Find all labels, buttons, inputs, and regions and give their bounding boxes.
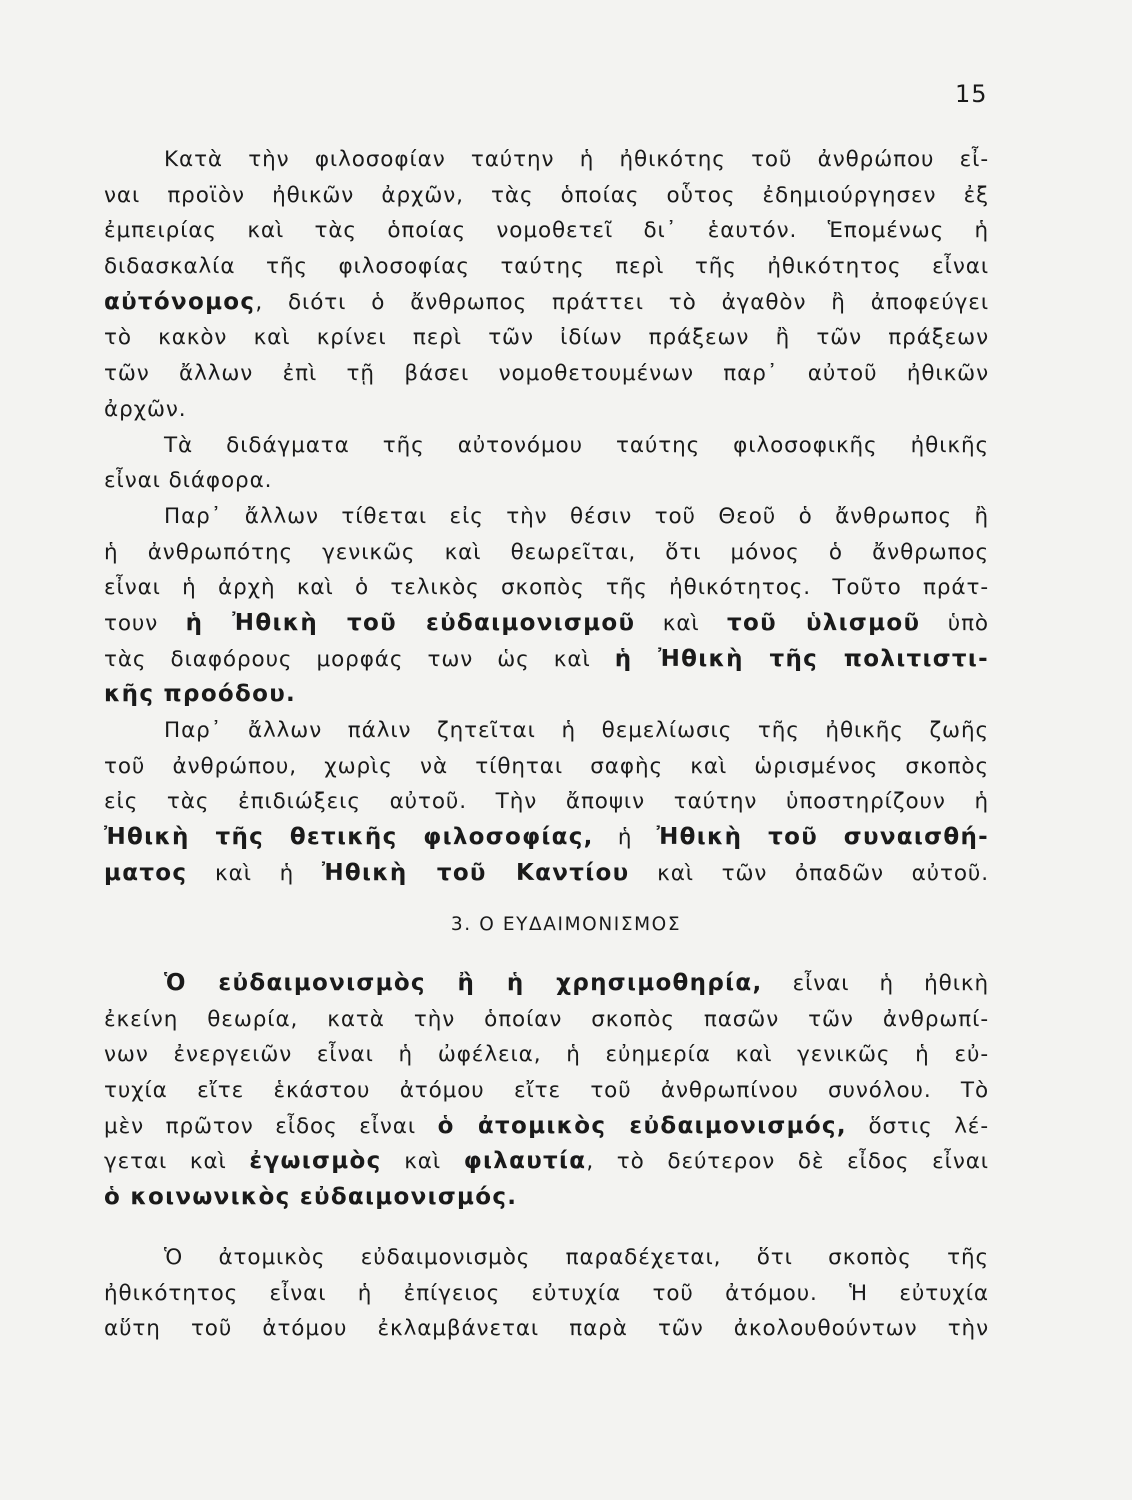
text-line: [104, 677, 989, 713]
text-line: Παρ᾽ ἄλλων πάλιν ζητεῖται ἡ θεμελίωσις τῆς ἠθικῆς ζωῆς: [164, 718, 989, 743]
text-line: τὰς διαφόρους μορφάς των ὡς καὶ ἡ Ἠθικὴ τῆς πολιτιστι-: [104, 645, 989, 672]
bold-term: φιλαυτία: [463, 1148, 587, 1175]
text-line: τῶν ἄλλων ἐπὶ τῇ βάσει νομοθετουμένων παρ᾽ αὐτοῦ ἠθικῶν: [104, 361, 989, 387]
text-line: τουν ἡ Ἠθικὴ τοῦ εὐδαιμονισμοῦ καὶ τοῦ ὑλισμοῦ ὑπὸ: [104, 609, 989, 636]
text-line: εἶναι ἡ ἀρχὴ καὶ ὁ τελικὸς σκοπὸς τῆς ἠθικότητος. Τοῦτο πράτ-: [104, 575, 989, 601]
bold-term: Ἠθικὴ τοῦ συναισθή-: [656, 824, 989, 851]
text-line: τοῦ ἀνθρώπου, χωρὶς νὰ τίθηται σαφὴς καὶ ὡρισμένος σκοπὸς: [104, 753, 989, 779]
bold-term: κῆς προόδου.: [104, 681, 297, 708]
bold-term: ὁ ἀτομικὸς εὐδαιμονισμός,: [437, 1112, 847, 1139]
text-line: εἰς τὰς ἐπιδιώξεις αὐτοῦ. Τὴν ἄποψιν ταύτην ὑποστηρίζουν ἡ: [104, 789, 989, 815]
bold-term: αὐτόνομος: [104, 288, 256, 315]
text-line: ματος καὶ ἡ Ἠθικὴ τοῦ Καντίου καὶ τῶν ὀπαδῶν αὐτοῦ.: [104, 859, 989, 886]
text-line: τὸ κακὸν καὶ κρίνει περὶ τῶν ἰδίων πράξεων ἢ τῶν πράξεων: [104, 325, 989, 351]
text-line: ἡ ἀνθρωπότης γενικῶς καὶ θεωρεῖται, ὅτι μόνος ὁ ἄνθρωπος: [104, 539, 989, 565]
text-line: ἐκείνη θεωρία, κατὰ τὴν ὁποίαν σκοπὸς πασῶν τῶν ἀνθρωπί-: [104, 1006, 989, 1032]
text-line: εἶναι διάφορα.: [104, 468, 273, 494]
page-number: 15: [955, 80, 988, 108]
bold-term: ματος: [104, 859, 188, 886]
text-line: ἠθικότητος εἶναι ἡ ἐπίγειος εὐτυχία τοῦ ἀτόμου. Ἡ εὐτυχία: [104, 1280, 989, 1306]
body-text-block-1: [104, 142, 989, 891]
bold-term: ἡ Ἠθικὴ τοῦ εὐδαιμονισμοῦ: [185, 609, 636, 636]
text-line: Τὰ διδάγματα τῆς αὐτονόμου ταύτης φιλοσοφικῆς ἠθικῆς: [164, 432, 989, 458]
text-line: ἀρχῶν.: [104, 396, 187, 422]
bold-term: ὁ κοινωνικὸς εὐδαιμονισμός.: [104, 1184, 518, 1211]
text-line: τυχία εἴτε ἑκάστου ἀτόμου εἴτε τοῦ ἀνθρωπίνου συνόλου. Τὸ: [104, 1078, 989, 1104]
text-line: ἐμπειρίας καὶ τὰς ὁποίας νομοθετεῖ δι᾽ ἑαυτόν. Ἑπομένως ἡ: [104, 218, 989, 244]
section-heading: 3. Ο ΕΥΔΑΙΜΟΝΙΣΜΟΣ: [450, 914, 682, 935]
text-line: Ἠθικὴ τῆς θετικῆς φιλοσοφίας, ἡ Ἠθικὴ τοῦ συναισθή-: [104, 824, 989, 851]
bold-term: Ὁ εὐδαιμονισμὸς ἢ ἡ χρησιμοθηρία,: [164, 970, 763, 996]
text-line: αὕτη τοῦ ἀτόμου ἐκλαμβάνεται παρὰ τῶν ἀκολουθούντων τὴν: [104, 1316, 989, 1342]
text-line: Ὁ ἀτομικὸς εὐδαιμονισμὸς παραδέχεται, ὅτι σκοπὸς τῆς: [164, 1245, 989, 1270]
text-line: γεται καὶ ἐγωισμὸς καὶ φιλαυτία, τὸ δεύτερον δὲ εἶδος εἶναι: [104, 1148, 989, 1175]
bold-term: Ἠθικὴ τῆς θετικῆς φιλοσοφίας,: [104, 824, 594, 851]
bold-term: ἐγωισμὸς: [249, 1148, 382, 1175]
bold-term: Ἠθικὴ τοῦ Καντίου: [321, 859, 630, 886]
text-line: Ὁ εὐδαιμονισμὸς ἢ ἡ χρησιμοθηρία, εἶναι ἡ ἠθικὴ: [164, 970, 989, 996]
text-line: [104, 1180, 989, 1216]
text-line: αὐτόνομος, διότι ὁ ἄνθρωπος πράττει τὸ ἀγαθὸν ἢ ἀποφεύγει: [104, 288, 989, 315]
bold-term: τοῦ ὑλισμοῦ: [727, 609, 921, 636]
body-text-block-2: [104, 966, 989, 1216]
text-line: Κατὰ τὴν φιλοσοφίαν ταύτην ἡ ἠθικότης τοῦ ἀνθρώπου εἶ-: [164, 147, 989, 172]
text-line: ναι προϊὸν ἠθικῶν ἀρχῶν, τὰς ὁποίας οὗτος ἐδημιούργησεν ἐξ: [104, 182, 989, 208]
text-line: διδασκαλία τῆς φιλοσοφίας ταύτης περὶ τῆς ἠθικότητος εἶναι: [104, 254, 989, 280]
text-line: νων ἐνεργειῶν εἶναι ἡ ὠφέλεια, ἡ εὐημερία καὶ γενικῶς ἡ εὐ-: [104, 1042, 989, 1068]
text-line: μὲν πρῶτον εἶδος εἶναι ὁ ἀτομικὸς εὐδαιμονισμός, ὅστις λέ-: [104, 1112, 989, 1139]
text-line: Παρ᾽ ἄλλων τίθεται εἰς τὴν θέσιν τοῦ Θεοῦ ὁ ἄνθρωπος ἢ: [164, 503, 989, 529]
bold-term: ἡ Ἠθικὴ τῆς πολιτιστι-: [614, 645, 989, 672]
body-text-block-3: [104, 1240, 989, 1347]
